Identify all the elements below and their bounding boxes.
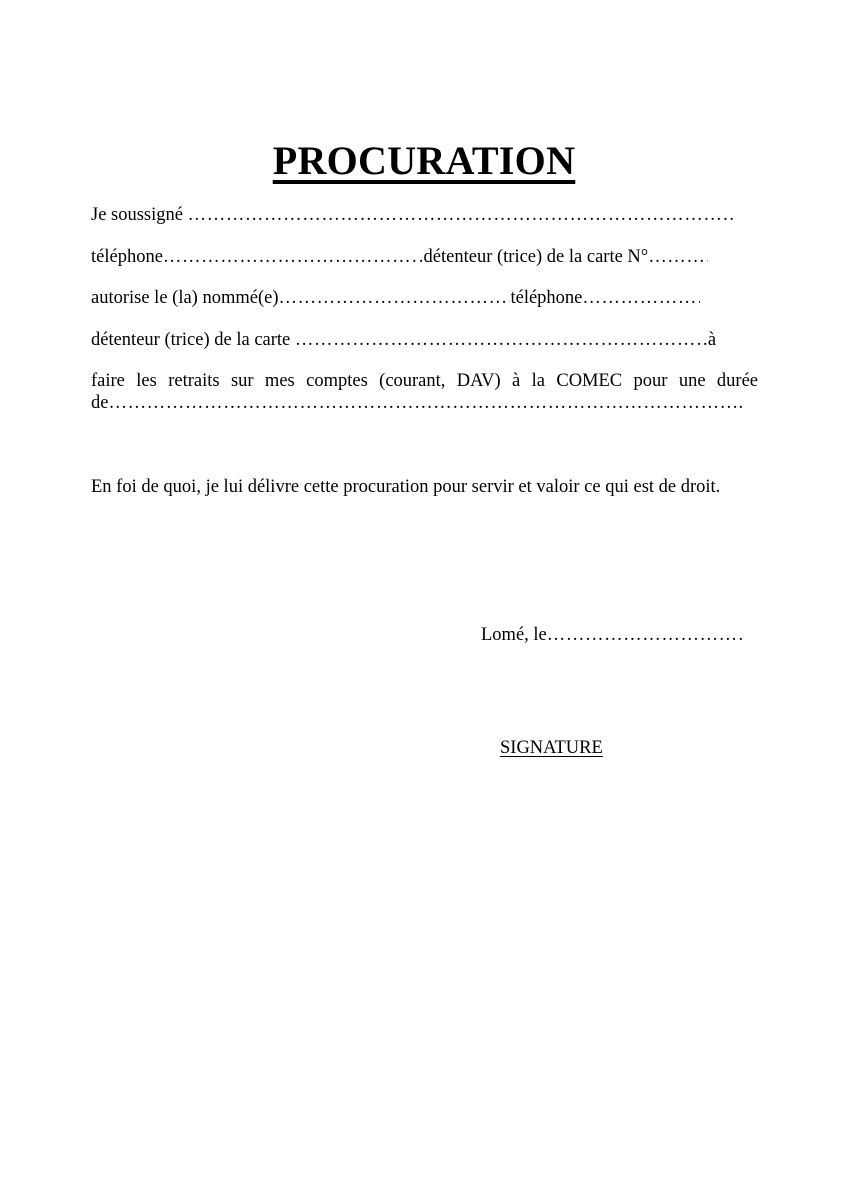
period: .: [738, 393, 744, 413]
label-autorise: autorise le (la) nommé(e): [91, 288, 279, 308]
label-telephone: téléphone: [91, 247, 163, 267]
paragraph-retraits-line-2: [91, 392, 758, 414]
line-soussigne: [91, 204, 736, 226]
fill-in-telephone[interactable]: [163, 246, 419, 268]
fill-in-name[interactable]: [188, 204, 736, 226]
label-card-number: .détenteur (trice) de la carte N°: [418, 247, 649, 267]
fill-in-authorized-name[interactable]: [278, 287, 510, 309]
fill-in-duration[interactable]: [108, 392, 738, 414]
signature-label: SIGNATURE: [500, 738, 603, 758]
label-soussigne: Je soussigné: [91, 205, 188, 225]
line-carte: [91, 329, 716, 351]
paragraph-en-foi: En foi de quoi, je lui délivre cette procuration pour servir et valoir ce qui est de droit.: [91, 477, 721, 497]
label-place-date: Lomé, le: [481, 625, 547, 645]
document-title: [0, 136, 848, 186]
title-text: PROCURATION: [272, 138, 576, 183]
label-a: à: [707, 330, 717, 350]
fill-in-card[interactable]: [295, 329, 708, 351]
fill-in-date[interactable]: [547, 624, 745, 646]
label-telephone-2: téléphone: [510, 288, 583, 308]
fill-in-card-number[interactable]: [648, 246, 708, 268]
fill-in-telephone-2[interactable]: [582, 287, 700, 309]
paragraph-retraits: [91, 370, 758, 414]
label-carte: détenteur (trice) de la carte: [91, 330, 295, 350]
label-de: de: [91, 393, 109, 413]
place-date-line: [481, 624, 745, 646]
line-autorise: [91, 287, 700, 309]
line-telephone: [91, 246, 708, 268]
paragraph-retraits-line-1: faire les retraits sur mes comptes (courant, DAV) à la COMEC pour une durée: [91, 371, 758, 391]
